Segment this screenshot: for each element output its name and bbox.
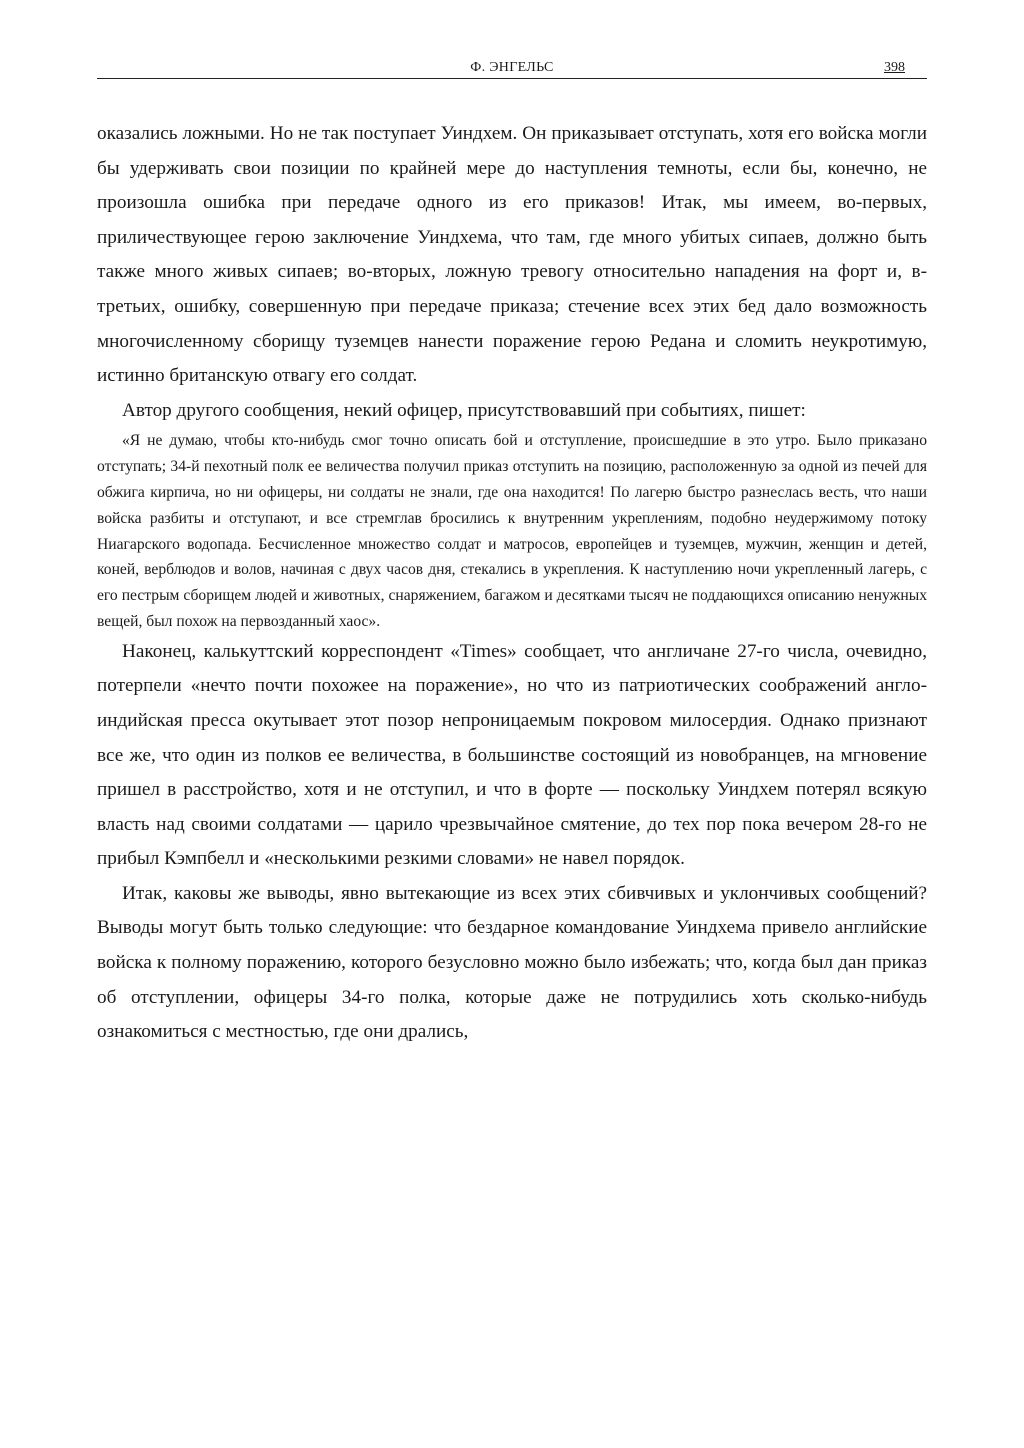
running-header-author: Ф. ЭНГЕЛЬС <box>470 60 554 75</box>
paragraph-times-report: Наконец, калькуттский корреспондент «Times» сообщает, что англичане 27-го числа, очевидно, потерпели «нечто почти похожее на поражение», но что из патриотических соображений англо-индийская пресса окутывает этот позор непроницаемым покровом милосердия. Однако признают все же, что один из полков ее величества, в большинстве состоящий из новобранцев, на мгновение пришел в расстройство, хотя и не отступил, и что в форте — поскольку Уиндхем потерял всякую власть над своими солдатами — царило чрезвычайное смятение, до тех пор пока вечером 28-го не прибыл Кэмпбелл и «несколькими резкими словами» не навел порядок. <box>97 640 927 870</box>
paragraph-intro-quote: Автор другого сообщения, некий офицер, присутствовавший при событиях, пишет: <box>122 399 806 421</box>
paragraph-conclusions: Итак, каковы же выводы, явно вытекающие из всех этих сбивчивых и уклончивых сообщений? Выводы могут быть только следующие: что бездарное командование Уиндхема привело английские войска к полному поражению, которого безусловно можно было избежать; что, когда был дан приказ об отступлении, офицеры 34-го полка, которые даже не потрудились хоть сколько-нибудь ознакомиться с местностью, где они дрались, <box>97 882 927 1043</box>
body-text <box>97 117 927 1050</box>
running-header <box>97 58 927 79</box>
block-quote: «Я не думаю, чтобы кто-нибудь смог точно описать бой и отступление, происшедшие в это утро. Было приказано отступать; 34-й пехотный полк ее величества получил приказ отступить на позицию, расположенную за одной из печей для обжига кирпича, но ни офицеры, ни солдаты не знали, где она находится! По лагерю быстро разнеслась весть, что наши войска разбиты и отступают, и все стремглав бросились к внутренним укреплениям, подобно неудержимому потоку Ниагарского водопада. Бесчисленное множество солдат и матросов, европейцев и туземцев, мужчин, женщин и детей, коней, верблюдов и волов, начиная с двух часов дня, стекались в укрепления. К наступлению ночи укрепленный лагерь, с его пестрым сборищем людей и животных, снаряжением, багажом и десятками тысяч не поддающихся описанию ненужных вещей, был похож на первозданный хаос». <box>97 432 927 630</box>
paragraph-continued: оказались ложными. Но не так поступает Уиндхем. Он приказывает отступать, хотя его войска могли бы удерживать свои позиции по крайней мере до наступления темноты, если бы, конечно, не произошла ошибка при передаче одного из его приказов! Итак, мы имеем, во-первых, приличествующее герою заключение Уиндхема, что там, где много убитых сипаев, должно быть также много живых сипаев; во-вторых, ложную тревогу относительно нападения на форт и, в-третьих, ошибку, совершенную при передаче приказа; стечение всех этих бед дало возможность многочисленному сборищу туземцев нанести поражение герою Редана и сломить неукротимую, истинно британскую отвагу его солдат. <box>97 123 927 387</box>
page-number: 398 <box>884 60 905 75</box>
document-page <box>97 58 927 1050</box>
